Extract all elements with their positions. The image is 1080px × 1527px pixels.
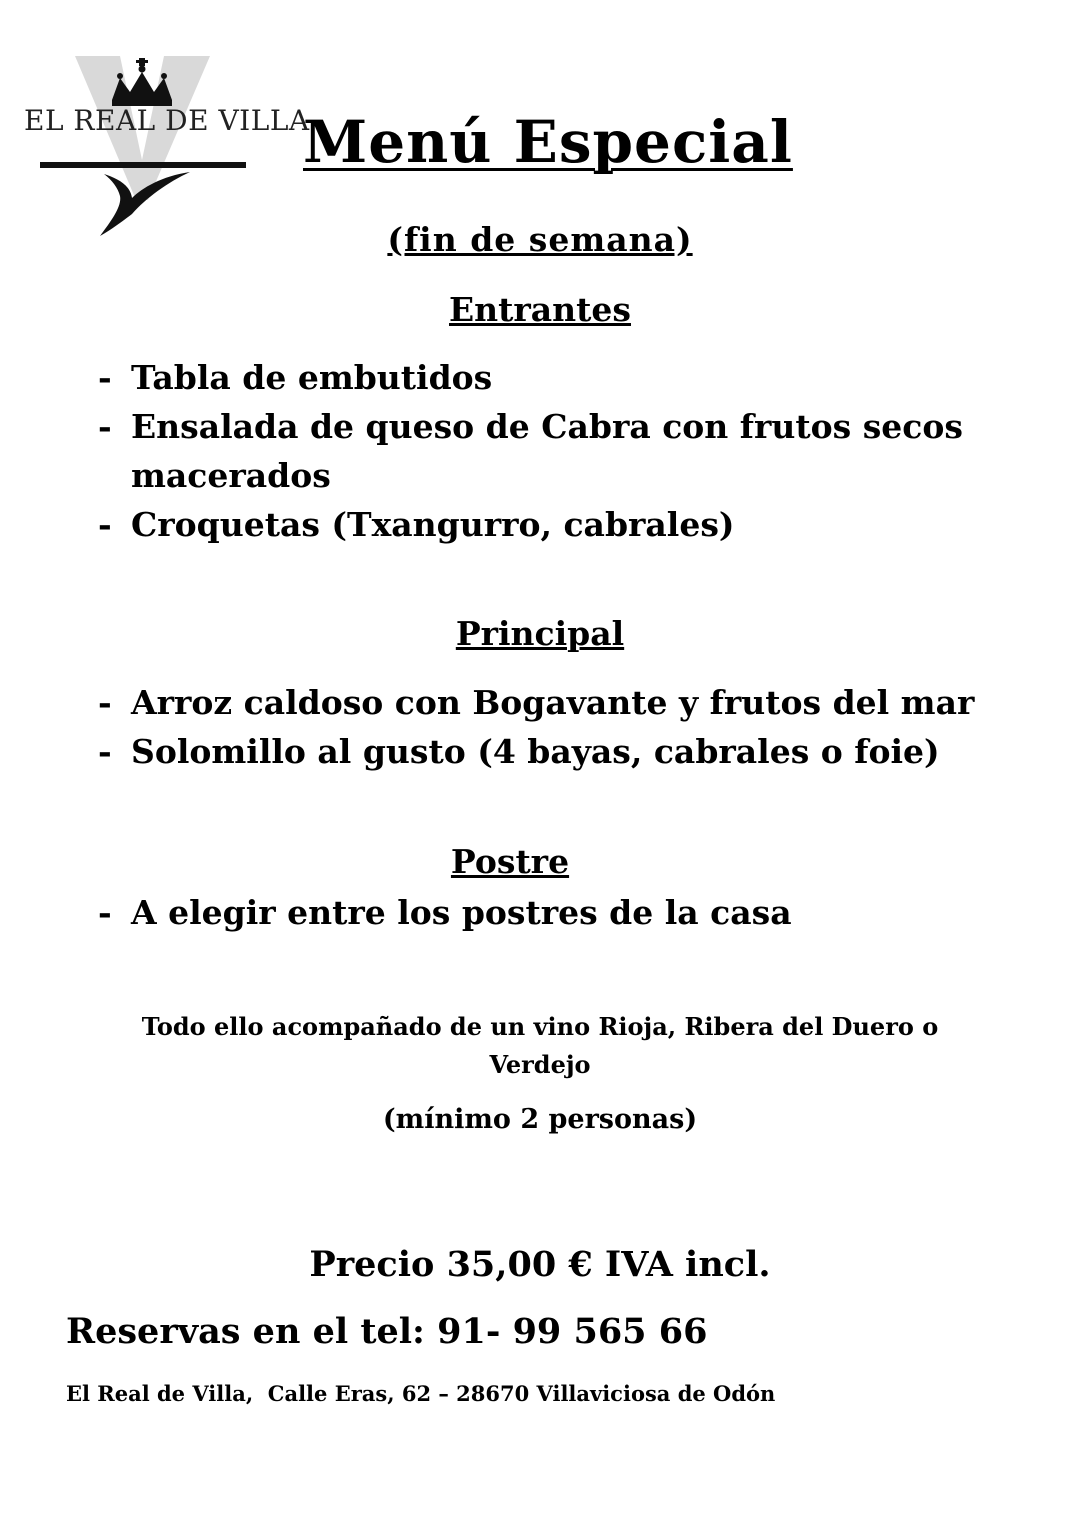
list-item: - Tabla de embutidos <box>98 353 978 402</box>
section-heading-postre: Postre <box>450 842 570 881</box>
list-item: - Ensalada de queso de Cabra con frutos secos macerados <box>98 402 978 500</box>
bullet-dash: - <box>98 358 112 397</box>
logo <box>20 50 270 240</box>
minimum-note: (mínimo 2 personas) <box>382 1104 698 1135</box>
wine-note: Todo ello acompañado de un vino Rioja, Ribera del Duero o Verdejo <box>141 1012 939 1079</box>
reservations-phone: Reservas en el tel: 91- 99 565 66 <box>66 1311 708 1352</box>
bullet-dash: - <box>98 407 112 446</box>
principal-list <box>98 678 998 776</box>
logo-text: EL REAL DE VILLA <box>24 104 310 137</box>
page-title: Menú Especial <box>303 108 793 176</box>
list-item: - Arroz caldoso con Bogavante y frutos del mar <box>98 678 998 727</box>
entrantes-list <box>98 353 978 549</box>
logo-emblem-icon <box>20 50 270 240</box>
page-subtitle: (fin de semana) <box>387 220 693 259</box>
list-item: - Solomillo al gusto (4 bayas, cabrales o foie) <box>98 727 998 776</box>
bullet-dash: - <box>98 732 112 771</box>
price: Precio 35,00 € IVA incl. <box>309 1244 771 1285</box>
list-item: - Croquetas (Txangurro, cabrales) <box>98 500 978 549</box>
postre-list <box>98 888 978 937</box>
bullet-dash: - <box>98 683 112 722</box>
bullet-dash: - <box>98 505 112 544</box>
section-heading-principal: Principal <box>455 614 625 653</box>
list-item: - A elegir entre los postres de la casa <box>98 888 978 937</box>
address: El Real de Villa, Calle Eras, 62 – 28670 Villaviciosa de Odón <box>66 1381 776 1406</box>
section-heading-entrantes: Entrantes <box>449 290 631 329</box>
bullet-dash: - <box>98 893 112 932</box>
